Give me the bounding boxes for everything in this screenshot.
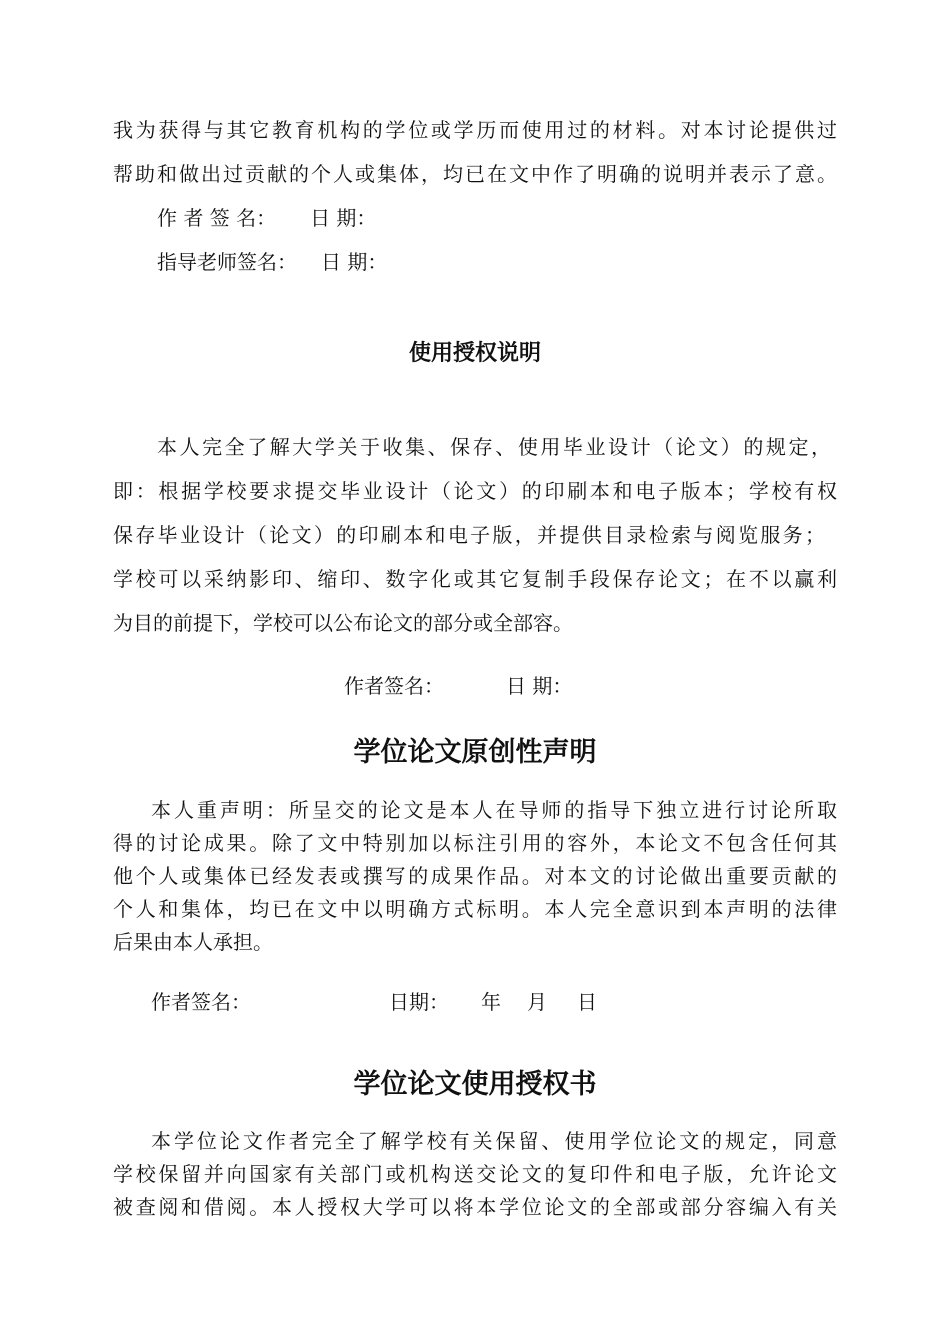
section1-signature-row (344, 673, 572, 699)
paragraph-line: 保存毕业设计（论文）的印刷本和电子版，并提供目录检索与阅览服务； (113, 523, 825, 547)
paragraph-line: 即：根据学校要求提交毕业设计（论文）的印刷本和电子版本；学校有权 (113, 479, 837, 503)
section2-signature-row (151, 989, 597, 1015)
author-signature-label: 作者签名： (151, 990, 251, 1014)
month-label: 月 (527, 990, 547, 1014)
section-title-usage-authorization: 使用授权说明 (408, 341, 541, 366)
section-title-originality-statement: 学位论文原创性声明 (353, 737, 597, 768)
paragraph-line: 本人重声明：所呈交的论文是本人在导师的指导下独立进行讨论所取 (151, 798, 837, 822)
intro-line-2: 帮助和做出过贡献的个人或集体，均已在文中作了明确的说明并表示了意。 (113, 162, 837, 186)
paragraph-line: 学校保留并向国家有关部门或机构送交论文的复印件和电子版，允许论文 (113, 1162, 837, 1186)
date-label: 日期： (389, 990, 449, 1014)
year-label: 年 (481, 990, 501, 1014)
paragraph-line: 个人和集体，均已在文中以明确方式标明。本人完全意识到本声明的法律 (113, 897, 837, 921)
paragraph-line: 学校可以采纳影印、缩印、数字化或其它复制手段保存论文；在不以赢利 (113, 567, 837, 591)
paragraph-line: 得的讨论成果。除了文中特别加以标注引用的容外，本论文不包含任何其 (113, 831, 837, 855)
paragraph-line: 本人完全了解大学关于收集、保存、使用毕业设计（论文）的规定， (157, 435, 831, 459)
date-label: 日 期： (506, 674, 573, 698)
paragraph-line: 为目的前提下，学校可以公布论文的部分或全部容。 (113, 611, 573, 635)
paragraph-line: 本学位论文作者完全了解学校有关保留、使用学位论文的规定，同意 (151, 1129, 837, 1153)
paragraph-line: 被查阅和借阅。本人授权大学可以将本学位论文的全部或部分容编入有关 (113, 1195, 837, 1219)
section-title-usage-license: 学位论文使用授权书 (353, 1069, 597, 1100)
author-signature-label: 作 者 签 名： (157, 206, 277, 230)
date-label: 日 期： (310, 206, 377, 230)
paragraph-line: 后果由本人承担。 (113, 930, 273, 954)
day-label: 日 (577, 990, 597, 1014)
intro-line-1: 我为获得与其它教育机构的学位或学历而使用过的材料。对本讨论提供过 (113, 118, 837, 142)
author-signature-row (157, 205, 376, 231)
author-signature-label: 作者签名： (344, 674, 444, 698)
advisor-signature-label: 指导老师签名： (157, 250, 297, 274)
advisor-signature-row (157, 249, 387, 275)
date-label: 日 期： (321, 250, 388, 274)
paragraph-line: 他个人或集体已经发表或撰写的成果作品。对本文的讨论做出重要贡献的 (113, 864, 837, 888)
